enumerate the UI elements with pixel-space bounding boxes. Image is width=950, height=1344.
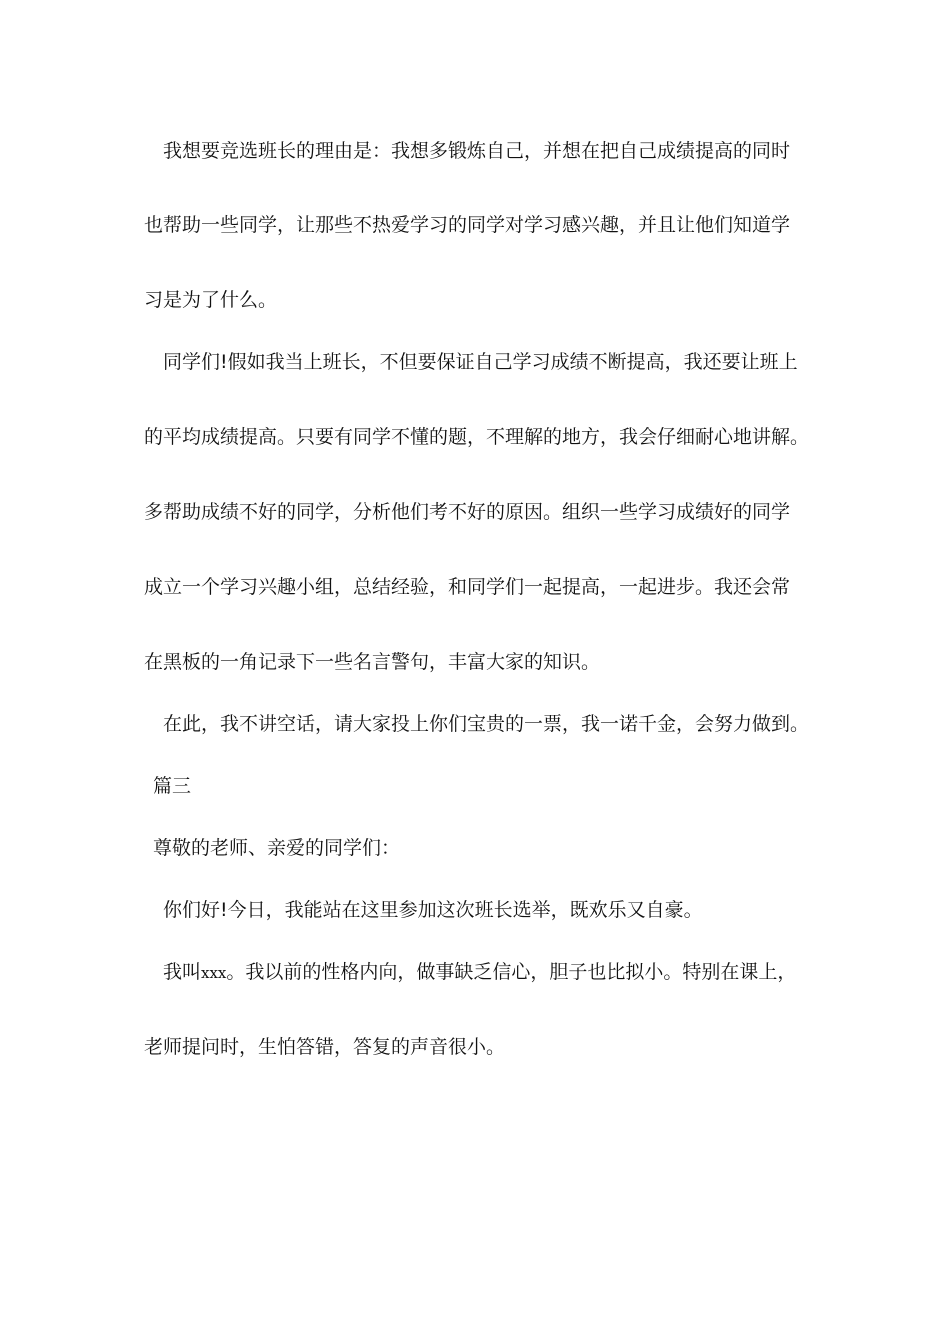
paragraph-1-line-3: 习是为了什么。 (144, 289, 278, 311)
paragraph-2-line-3: 多帮助成绩不好的同学，分析他们考不好的原因。组织一些学习成绩好的同学 (144, 501, 791, 523)
paragraph-2-line-5: 在黑板的一角记录下一些名言警句，丰富大家的知识。 (144, 651, 601, 673)
paragraph-5-suffix: 。我以前的性格内向，做事缺乏信心，胆子也比拟小。特别在课上， (226, 961, 797, 983)
paragraph-2-line-2: 的平均成绩提高。只要有同学不懂的题，不理解的地方，我会仔细耐心地讲解。 (144, 426, 810, 448)
paragraph-5-line-2: 老师提问时，生怕答错，答复的声音很小。 (144, 1036, 506, 1058)
paragraph-5-name: xxx (201, 964, 227, 982)
paragraph-5-line-1 (163, 959, 843, 986)
section-heading: 篇三 (153, 775, 192, 797)
paragraph-2-line-1: 同学们!假如我当上班长，不但要保证自己学习成绩不断提高，我还要让班上 (163, 351, 798, 373)
paragraph-2-line-4: 成立一个学习兴趣小组，总结经验，和同学们一起提高，一起进步。我还会常 (144, 576, 791, 598)
paragraph-5-prefix: 我叫 (163, 961, 202, 983)
salutation: 尊敬的老师、亲爱的同学们： (153, 837, 401, 859)
paragraph-1-line-1: 我想要竞选班长的理由是：我想多锻炼自己，并想在把自己成绩提高的同时 (163, 140, 791, 162)
paragraph-1-line-2: 也帮助一些同学，让那些不热爱学习的同学对学习感兴趣，并且让他们知道学 (144, 214, 791, 236)
paragraph-4-line-1: 你们好!今日，我能站在这里参加这次班长选举，既欢乐又自豪。 (163, 899, 703, 921)
paragraph-3-line-1: 在此，我不讲空话，请大家投上你们宝贵的一票，我一诺千金，会努力做到。 (163, 713, 810, 735)
